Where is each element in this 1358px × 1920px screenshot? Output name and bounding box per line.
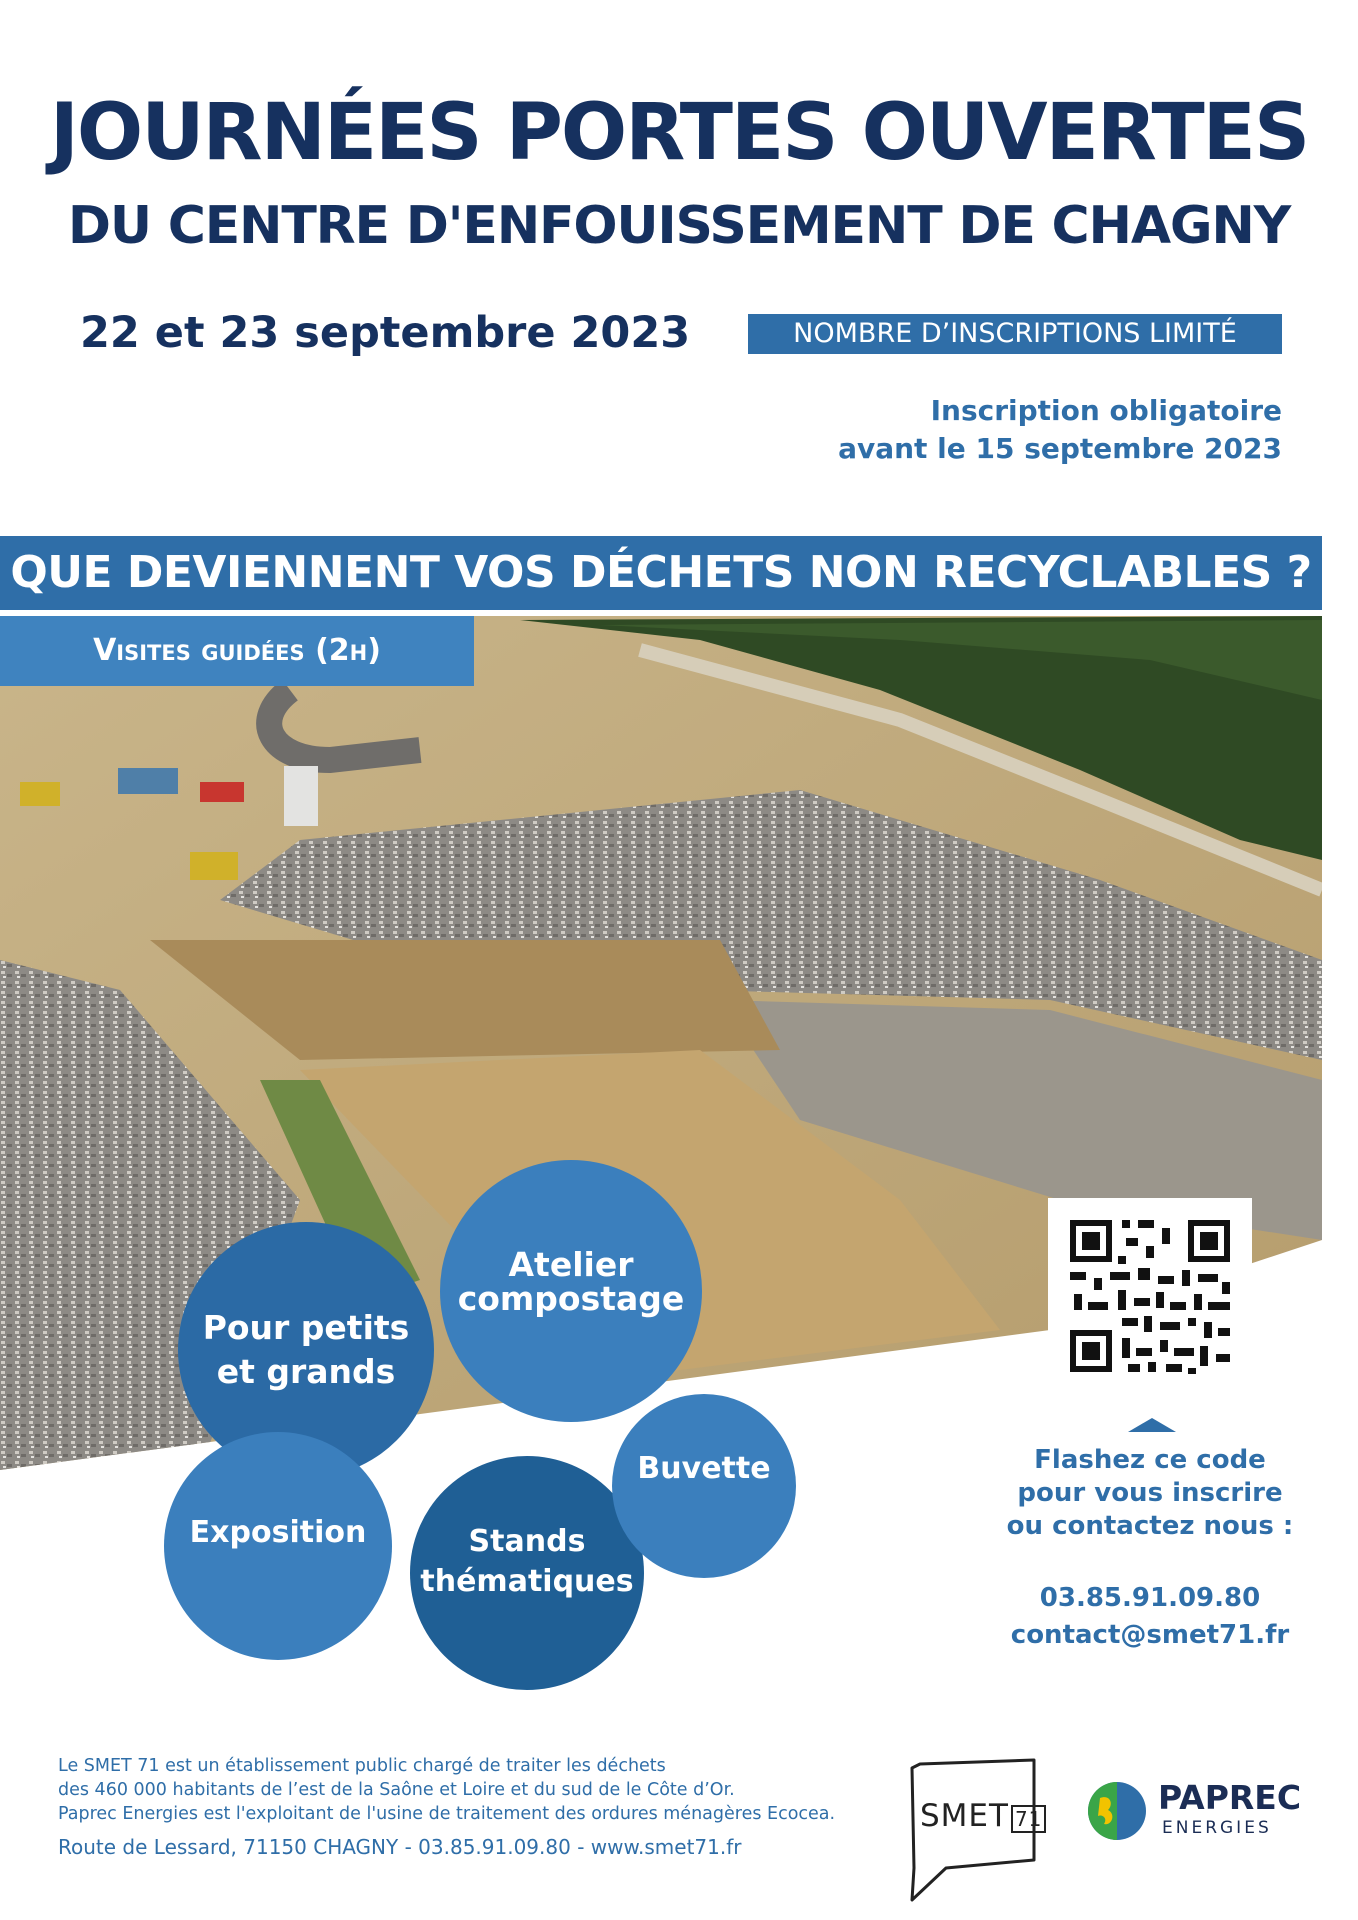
qr-code[interactable] xyxy=(1048,1198,1252,1394)
question-banner: QUE DEVIENNENT VOS DÉCHETS NON RECYCLABLES ? xyxy=(0,536,1322,610)
bubble-line: Stands xyxy=(468,1524,586,1559)
contact-info xyxy=(1000,1580,1300,1654)
bubble-line: Buvette xyxy=(637,1451,771,1486)
page-subtitle: DU CENTRE D'ENFOUISSEMENT DE CHAGNY xyxy=(67,196,1291,256)
bubble-exposition xyxy=(164,1432,392,1660)
registration-line-2: avant le 15 septembre 2023 xyxy=(838,432,1282,465)
bubble-line: Atelier xyxy=(508,1245,634,1284)
registration-notice xyxy=(838,392,1282,468)
arrow-up-icon xyxy=(1128,1418,1176,1432)
qr-instructions xyxy=(1000,1444,1300,1543)
qr-line-3: ou contactez nous : xyxy=(1006,1511,1294,1541)
smet-logo-number: 71 xyxy=(1011,1805,1046,1833)
bubble-line: thématiques xyxy=(420,1564,634,1599)
smet71-logo xyxy=(906,1756,1042,1906)
qr-code-icon xyxy=(1048,1198,1252,1394)
bubble-line: Exposition xyxy=(189,1515,367,1550)
bubble-buvette xyxy=(612,1394,796,1578)
bubble-line: Pour petits xyxy=(202,1308,410,1347)
contact-email[interactable]: contact@smet71.fr xyxy=(1010,1620,1290,1650)
page-title: JOURNÉES PORTES OUVERTES xyxy=(49,88,1309,178)
paprec-energies-logo xyxy=(1086,1776,1316,1846)
footer-address: Route de Lessard, 71150 CHAGNY - 03.85.91.09.80 - www.smet71.fr xyxy=(58,1835,742,1859)
footer-description xyxy=(58,1754,835,1826)
event-dates: 22 et 23 septembre 2023 xyxy=(80,308,691,358)
qr-line-1: Flashez ce code xyxy=(1034,1445,1266,1475)
limit-badge: NOMBRE D’INSCRIPTIONS LIMITÉ xyxy=(748,314,1282,354)
guided-visits-text: Visites guidées (2h) xyxy=(93,633,381,668)
guided-visits-label xyxy=(0,616,474,686)
registration-line-1: Inscription obligatoire xyxy=(930,394,1282,427)
paprec-name: PAPREC xyxy=(1158,1778,1302,1817)
paprec-sub: ENERGIES xyxy=(1162,1818,1272,1838)
qr-line-2: pour vous inscrire xyxy=(1017,1478,1283,1508)
smet-logo-text: SMET xyxy=(920,1798,1009,1834)
bubble-line: et grands xyxy=(216,1352,396,1391)
bubble-stands-thematiques xyxy=(410,1456,644,1690)
footer-line-2: des 460 000 habitants de l’est de la Saône et Loire et du sud de le Côte d’Or. xyxy=(58,1780,735,1800)
footer-line-3: Paprec Energies est l'exploitant de l'usine de traitement des ordures ménagères Ecocea. xyxy=(58,1804,836,1824)
bubble-atelier-compostage xyxy=(440,1160,702,1422)
footer-line-1: Le SMET 71 est un établissement public chargé de traiter les déchets xyxy=(58,1756,666,1776)
bubble-line: compostage xyxy=(457,1279,685,1318)
contact-phone[interactable]: 03.85.91.09.80 xyxy=(1039,1583,1261,1613)
